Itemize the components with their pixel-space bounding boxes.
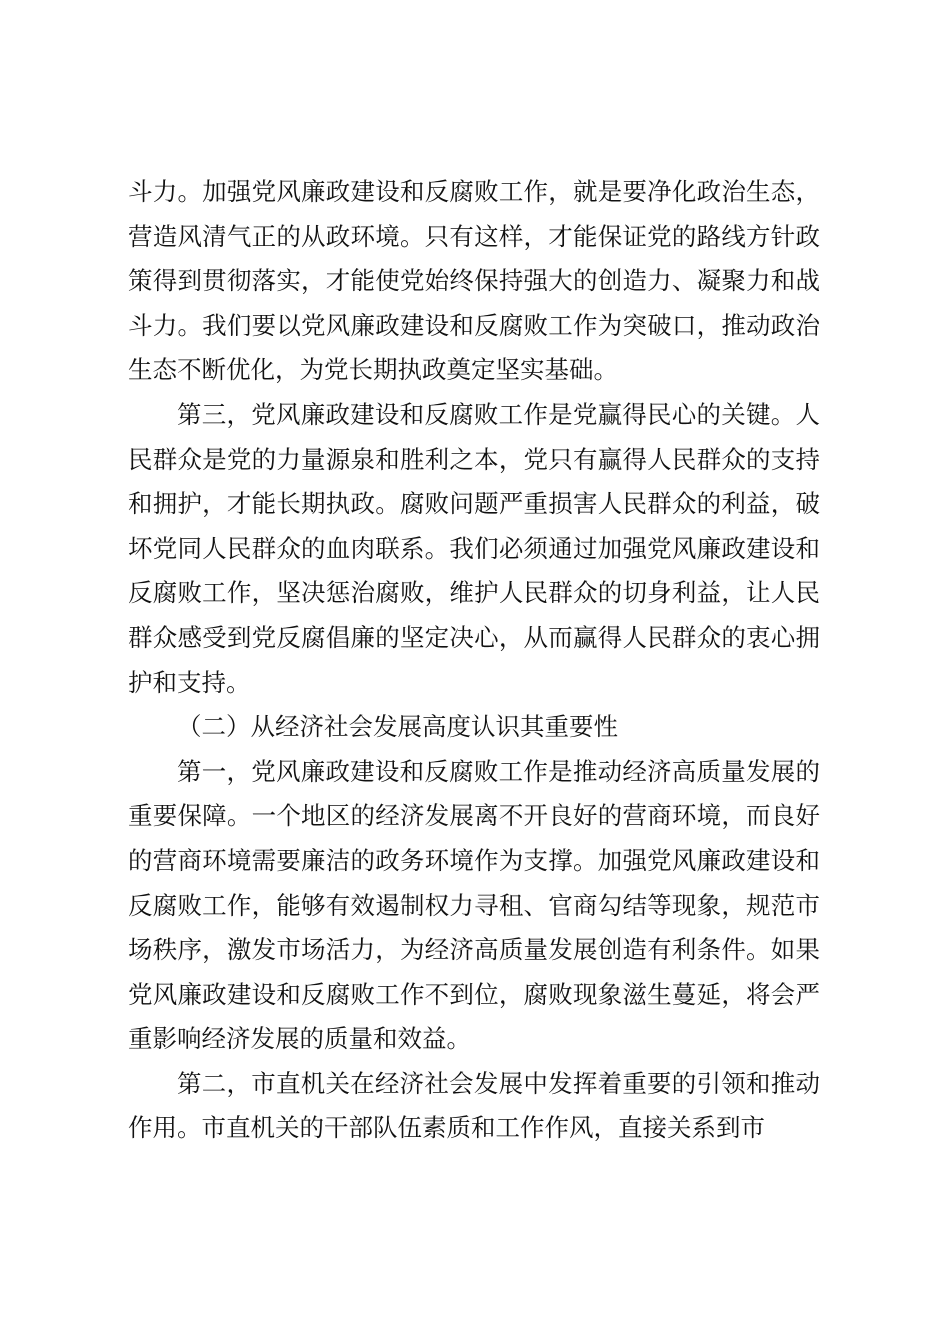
body-paragraph-third-point: 第三，党风廉政建设和反腐败工作是党赢得民心的关键。人民群众是党的力量源泉和胜利之本，党只有赢得人民群众的支持和拥护，才能长期执政。腐败问题严重损害人民群众的利益，破坏党同人民群众的血肉联系。我们必须通过加强党风廉政建设和反腐败工作，坚决惩治腐败，维护人民群众的切身利益，让人民群众感受到党反腐倡廉的坚定决心，从而赢得人民群众的衷心拥护和支持。: [128, 399, 820, 697]
document-body: [128, 170, 820, 1151]
section-heading: （二）从经济社会发展高度认识其重要性: [177, 712, 618, 742]
body-paragraph-first-point: 第一，党风廉政建设和反腐败工作是推动经济高质量发展的重要保障。一个地区的经济发展离不开良好的营商环境，而良好的营商环境需要廉洁的政务环境作为支撑。加强党风廉政建设和反腐败工作，能够有效遏制权力寻租、官商勾结等现象，规范市场秩序，激发市场活力，为经济高质量发展创造有利条件。如果党风廉政建设和反腐败工作不到位，腐败现象滋生蔓延，将会严重影响经济发展的质量和效益。: [128, 756, 820, 1054]
body-paragraph-second-point: 第二，市直机关在经济社会发展中发挥着重要的引领和推动作用。市直机关的干部队伍素质和工作作风，直接关系到市: [128, 1068, 820, 1143]
body-paragraph-continuation: 斗力。加强党风廉政建设和反腐败工作，就是要净化政治生态，营造风清气正的从政环境。只有这样，才能保证党的路线方针政策得到贯彻落实，才能使党始终保持强大的创造力、凝聚力和战斗力。我们要以党风廉政建设和反腐败工作为突破口，推动政治生态不断优化，为党长期执政奠定坚实基础。: [128, 177, 820, 385]
